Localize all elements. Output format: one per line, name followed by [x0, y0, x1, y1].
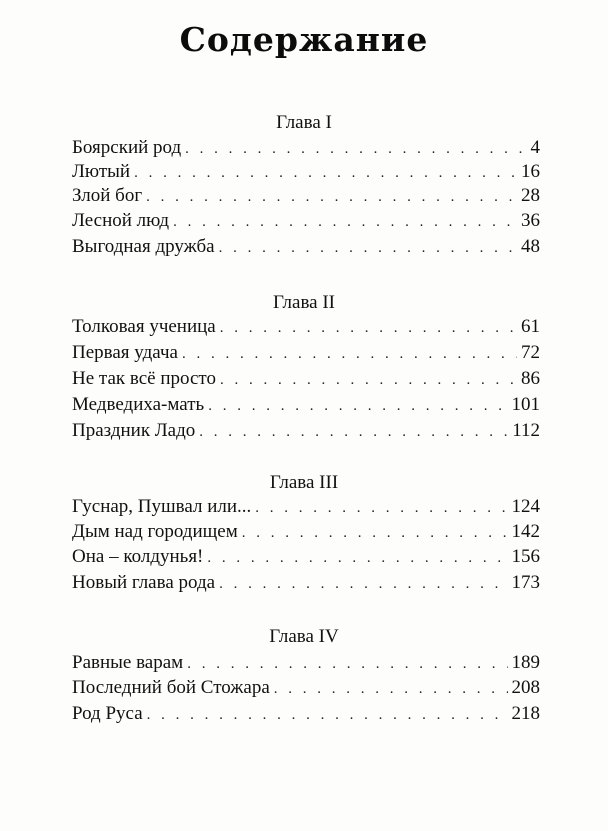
toc-entry [72, 652, 540, 676]
chapter-heading: Глава II [272, 292, 336, 313]
entry-title: Равные варам [72, 652, 184, 673]
toc-entry [72, 546, 540, 570]
dot-leader [219, 576, 507, 593]
dot-leader [220, 372, 517, 389]
entry-title: Новый глава рода [72, 572, 216, 593]
dot-leader [220, 320, 517, 337]
entry-title: Праздник Ладо [72, 420, 196, 441]
entry-page: 124 [511, 496, 540, 517]
entry-title: Выгодная дружба [72, 236, 215, 257]
entry-title: Первая удача [72, 342, 178, 363]
entry-page: 156 [511, 546, 540, 567]
dot-leader [185, 141, 526, 158]
entry-page: 28 [521, 185, 540, 206]
dot-leader [199, 424, 508, 441]
dot-leader [134, 165, 517, 182]
toc-entry [72, 521, 540, 545]
dot-leader [242, 525, 508, 542]
entry-page: 4 [530, 137, 540, 158]
toc-entry [72, 394, 540, 418]
entry-page: 189 [511, 652, 540, 673]
dot-leader [173, 214, 517, 231]
entry-title: Злой бог [72, 185, 143, 206]
toc-entry [72, 342, 540, 366]
entry-title: Боярский род [72, 137, 182, 158]
entry-page: 142 [511, 521, 540, 542]
entry-page: 101 [511, 394, 540, 415]
entry-title: Лесной люд [72, 210, 170, 231]
entry-page: 112 [512, 420, 540, 441]
toc-entry [72, 496, 540, 520]
toc-entry [72, 137, 540, 161]
dot-leader [255, 500, 507, 517]
entry-title: Последний бой Стожара [72, 677, 270, 698]
entry-page: 86 [521, 368, 540, 389]
entry-page: 208 [511, 677, 540, 698]
entry-title: Не так всё просто [72, 368, 216, 389]
entry-page: 72 [521, 342, 540, 363]
entry-page: 16 [521, 161, 540, 182]
entry-title: Гуснар, Пушвал или... [72, 496, 252, 517]
toc-entry [72, 316, 540, 340]
dot-leader [182, 346, 517, 363]
dot-leader [147, 707, 508, 724]
entry-page: 218 [511, 703, 540, 724]
entry-title: Род Руса [72, 703, 143, 724]
toc-entry [72, 236, 540, 260]
chapter-heading: Глава I [276, 112, 332, 133]
entry-title: Дым над городищем [72, 521, 238, 542]
chapter-heading: Глава III [269, 472, 339, 493]
dot-leader [146, 189, 517, 206]
entry-title: Толковая ученица [72, 316, 216, 337]
entry-title: Медведиха-мать [72, 394, 205, 415]
dot-leader [274, 681, 508, 698]
toc-entry [72, 703, 540, 727]
entry-title: Лютый [72, 161, 131, 182]
chapter-heading: Глава IV [269, 626, 339, 647]
toc-entry [72, 210, 540, 234]
toc-entry [72, 420, 540, 444]
page-title: Содержание [179, 20, 429, 59]
entry-page: 61 [521, 316, 540, 337]
entry-page: 36 [521, 210, 540, 231]
toc-entry [72, 572, 540, 596]
dot-leader [219, 240, 517, 257]
entry-page: 173 [511, 572, 540, 593]
toc-entry [72, 185, 540, 209]
entry-title: Она – колдунья! [72, 546, 204, 567]
dot-leader [187, 656, 507, 673]
entry-page: 48 [521, 236, 540, 257]
dot-leader [208, 398, 507, 415]
toc-entry [72, 677, 540, 701]
toc-entry [72, 161, 540, 185]
toc-entry [72, 368, 540, 392]
dot-leader [207, 550, 507, 567]
